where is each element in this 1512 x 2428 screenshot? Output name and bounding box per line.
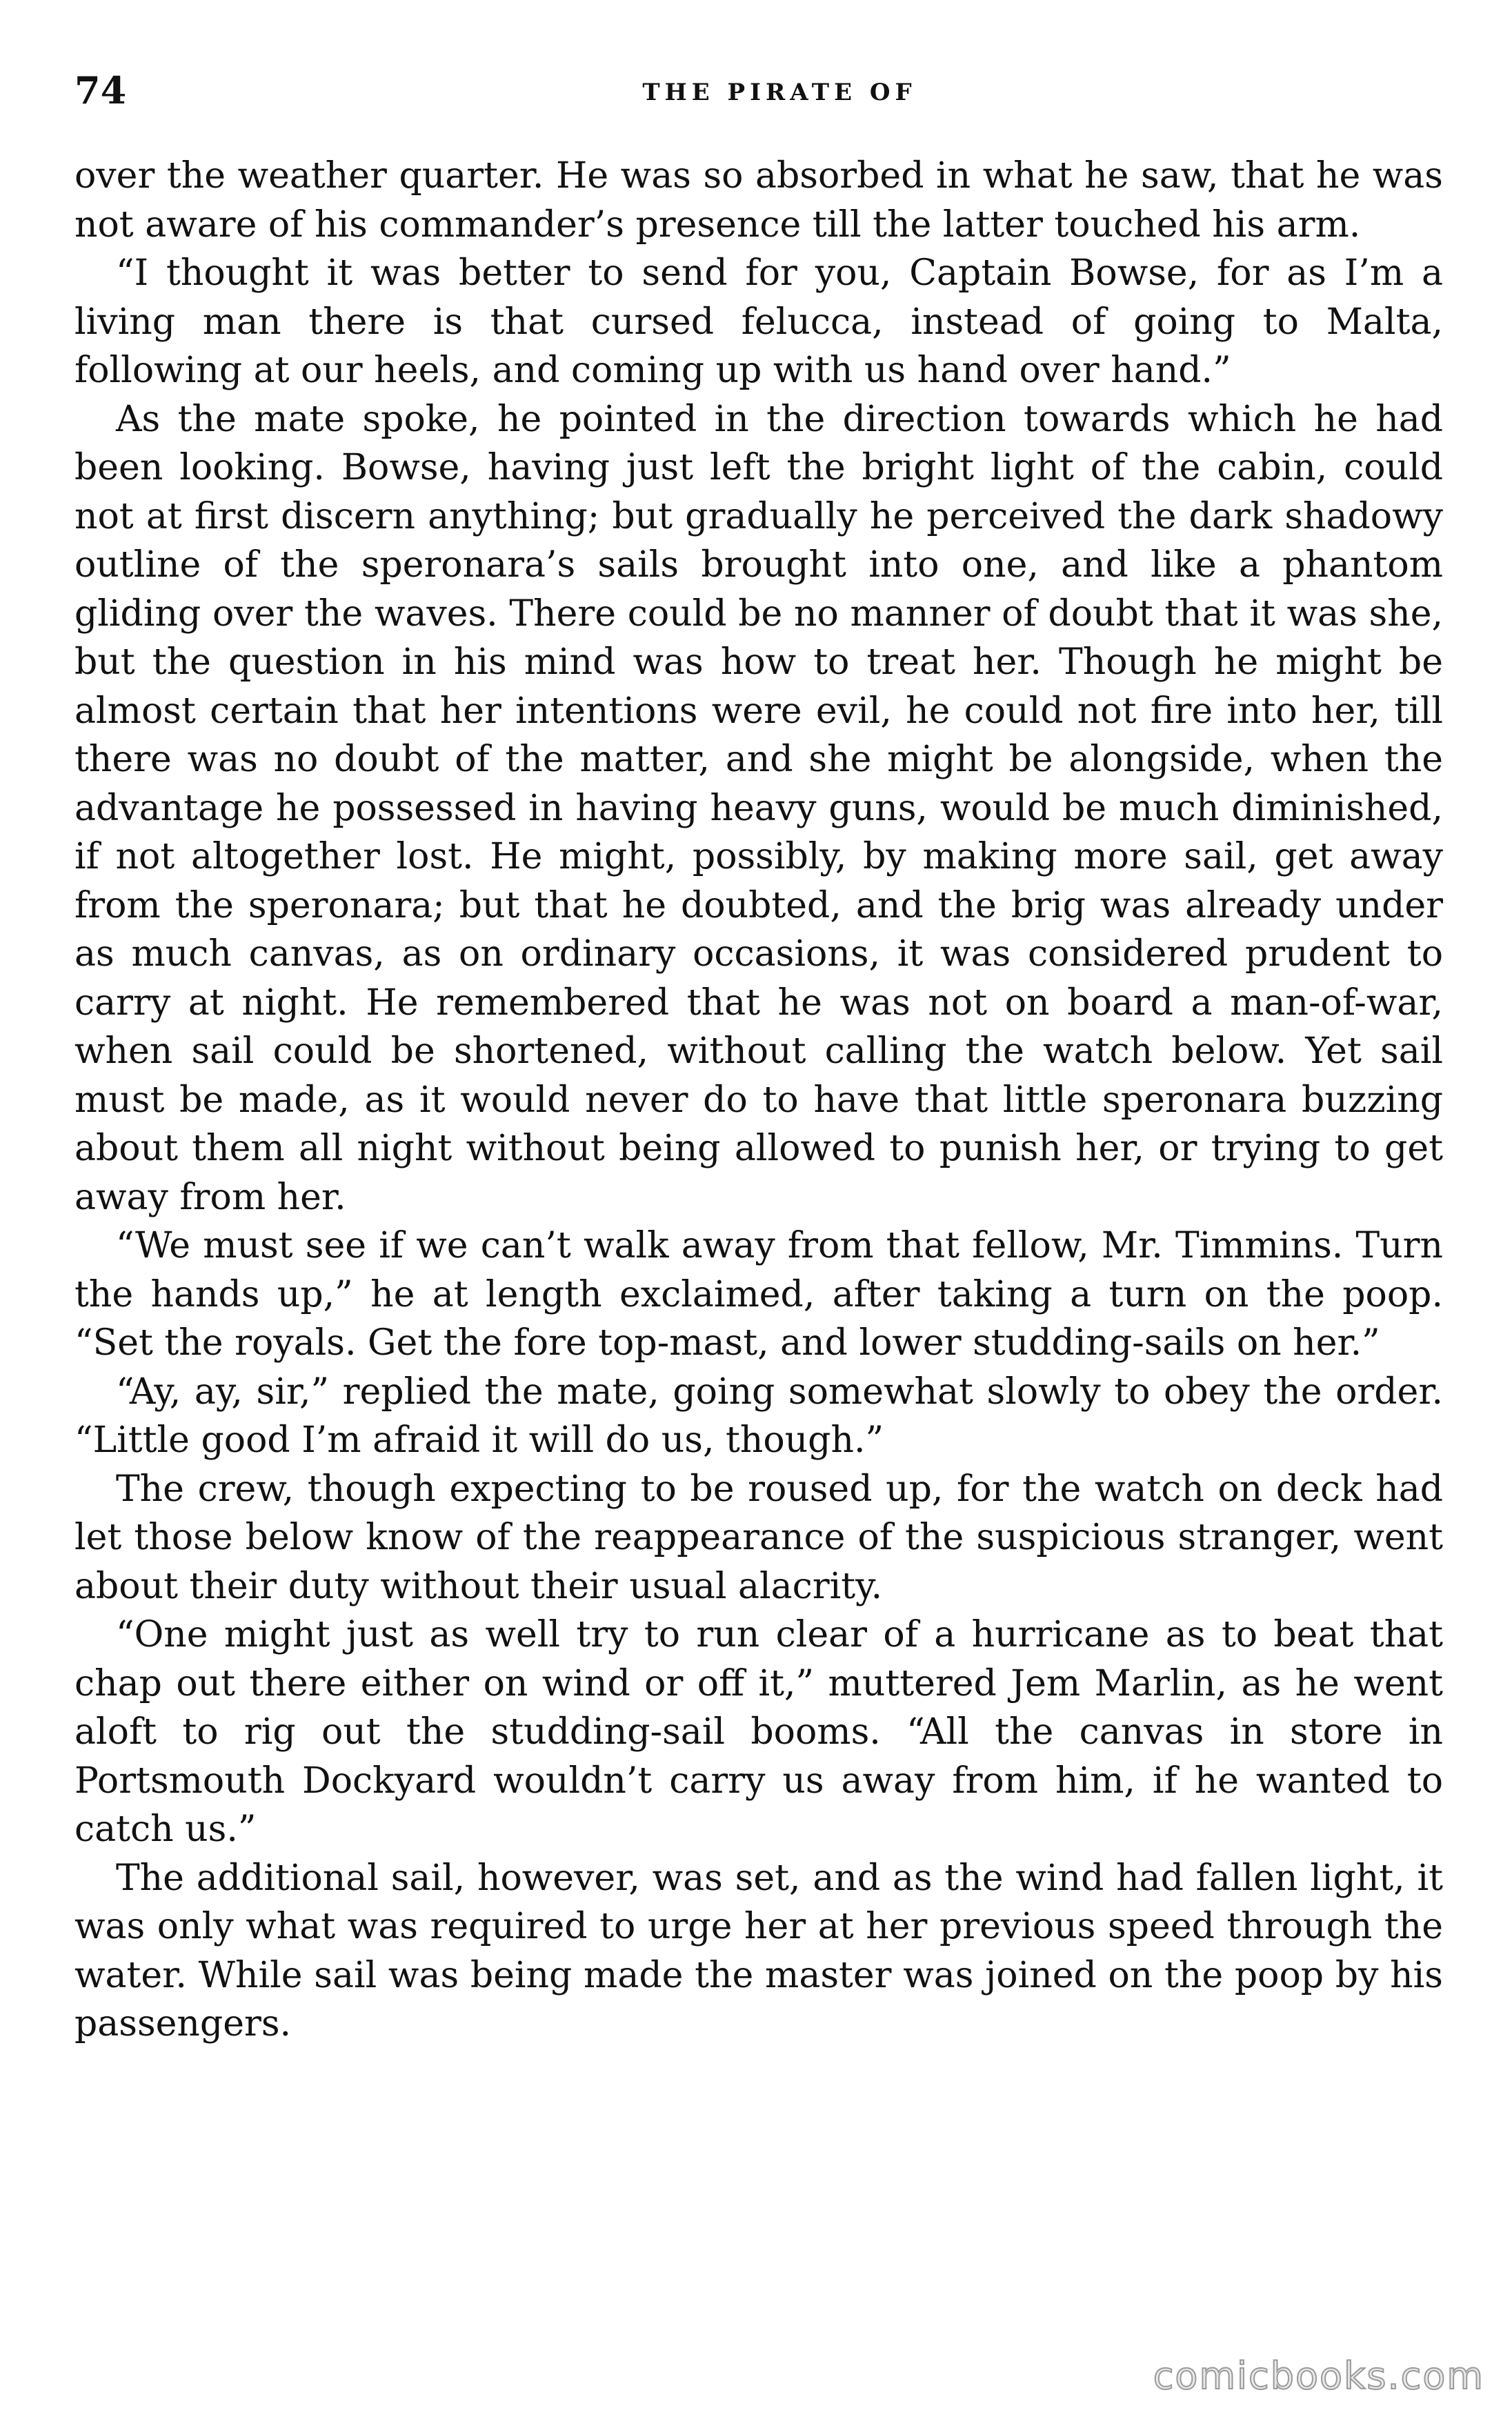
paragraph: The crew, though expecting to be roused up, for the watch on deck had let those below know of the reappearance of the suspicious stranger, went about their duty without their usual alacrity. bbox=[74, 1468, 1443, 1607]
paragraph: The additional sail, however, was set, and as the wind had fallen light, it was only what was required to urge her at her previous speed through the water. While sail was being made the master was joined on the poop by his passengers. bbox=[74, 1857, 1443, 2044]
paragraph: “I thought it was better to send for you, Captain Bowse, for as I’m a living man there is that cursed felucca, instead of going to Malta, following at our heels, and coming up with us hand over hand.” bbox=[74, 252, 1443, 391]
paragraph: “One might just as well try to run clear of a hurricane as to beat that chap out there either on wind or off it,” muttered Jem Marlin, as he went aloft to rig out the studding-sail booms. “All the canvas in store in Portsmouth Dockyard wouldn’t carry us away from him, if he wanted to catch us.” bbox=[74, 1614, 1443, 1850]
paragraph: As the mate spoke, he pointed in the direction towards which he had been looking. Bowse, having just left the bright light of the cabin, could not at first discern anything; but gradually he perceived the dark shadowy outline of the speronara’s sails brought into one, and like a phantom gliding over the waves. There could be no manner of doubt that it was she, but the question in his mind was how to treat her. Though he might be almost certain that her intentions were evil, he could not fire into her, till there was no doubt of the matter, and she might be alongside, when the advantage he possessed in having heavy guns, would be much diminished, if not altogether lost. He might, possibly, by making more sail, get away from the speronara; but that he doubted, and the brig was already under as much canvas, as on ordinary occasions, it was considered prudent to carry at night. He remembered that he was not on board a man-of-war, when sail could be shortened, without calling the watch below. Yet sail must be made, as it would never do to have that little speronara buzzing about them all night without being allowed to punish her, or trying to get away from her. bbox=[74, 398, 1443, 1218]
paragraph: “We must see if we can’t walk away from that fellow, Mr. Timmins. Turn the hands up,” he at length exclaimed, after taking a turn on the poop. “Set the royals. Get the fore top-mast, and lower studding-sails on her.” bbox=[74, 1225, 1443, 1364]
running-head: THE PIRATE OF bbox=[642, 79, 917, 106]
watermark: comicbooks.com bbox=[1153, 2354, 1484, 2398]
page-number: 74 bbox=[74, 68, 127, 112]
page-header bbox=[74, 66, 1443, 128]
paragraph: over the weather quarter. He was so absorbed in what he saw, that he was not aware of his commander’s presence till the latter touched his arm. bbox=[74, 155, 1443, 246]
body-text bbox=[74, 152, 1443, 2049]
paragraph: “Ay, ay, sir,” replied the mate, going somewhat slowly to obey the order. “Little good I’m afraid it will do us, though.” bbox=[74, 1371, 1443, 1461]
